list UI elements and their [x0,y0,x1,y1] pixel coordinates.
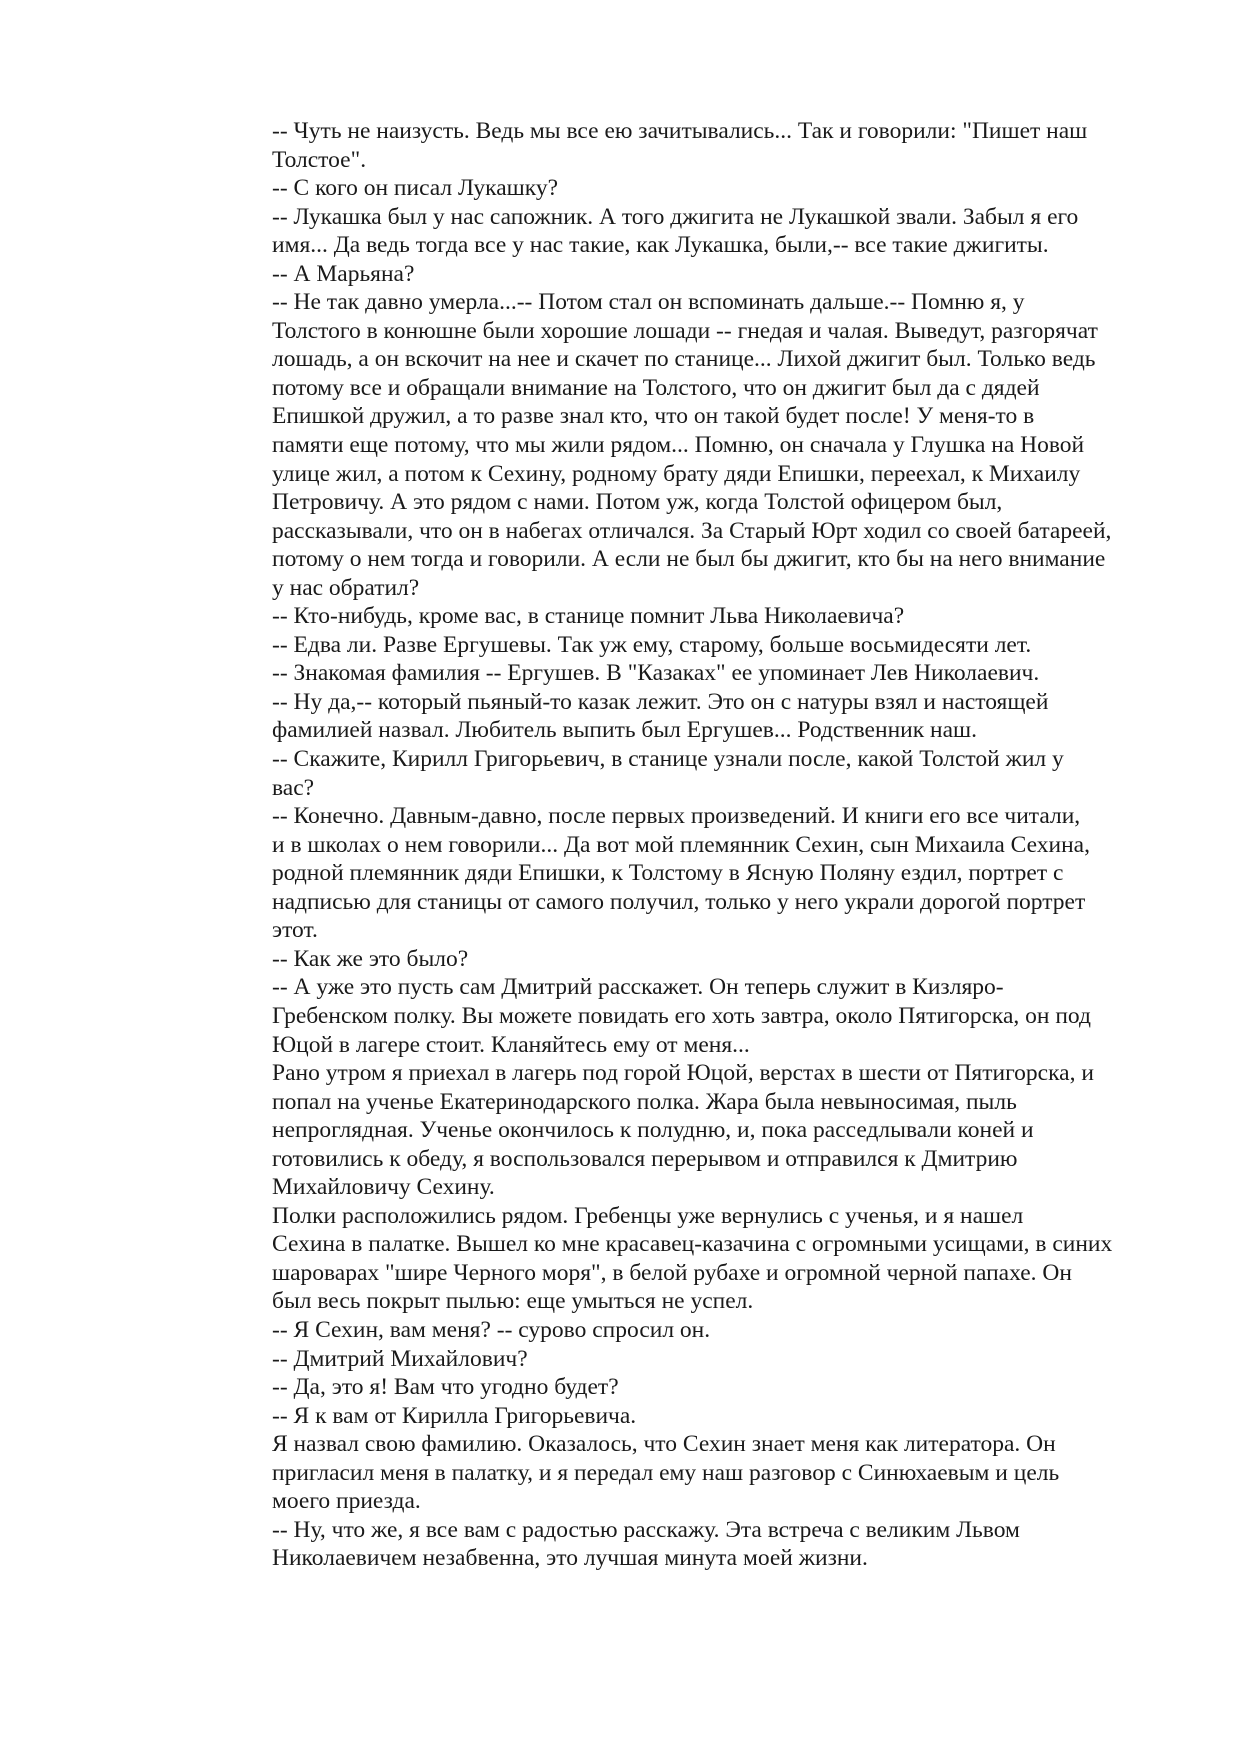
text-line: -- Кто-нибудь, кроме вас, в станице помнит Льва Николаевича? [272,603,905,630]
text-line: -- Не так давно умерла...-- Потом стал он вспоминать дальше.-- Помню я, у [272,289,1025,316]
text-line: этот. [272,917,318,944]
paragraph [254,659,1154,688]
paragraph [254,688,1154,745]
text-line: Толстого в конюшне были хорошие лошади -- гнедая и чалая. Выведут, разгорячат [272,317,1098,344]
text-line: рассказывали, что он в набегах отличался. За Старый Юрт ходил со своей батареей, [272,517,1112,544]
text-line: Епишкой дружил, а то разве знал кто, что он такой будет после! У меня-то в [272,403,1035,430]
text-line: Я назвал свою фамилию. Оказалось, что Сехин знает меня как литератора. Он [272,1431,1056,1458]
paragraph [254,602,1154,631]
text-line: моего приезда. [272,1488,421,1515]
paragraph [254,203,1154,260]
text-line: Петровичу. А это рядом с нами. Потом уж, когда Толстой офицером был, [272,489,1003,516]
paragraph [254,288,1154,602]
text-line: -- Скажите, Кирилл Григорьевич, в станице узнали после, какой Толстой жил у [272,746,1064,773]
paragraph [254,1059,1154,1202]
paragraph [254,973,1154,1059]
text-line: непроглядная. Ученье окончилось к полудню, и, пока расседлывали коней и [272,1117,1034,1144]
text-line: готовились к обеду, я воспользовался перерывом и отправился к Дмитрию [272,1145,1018,1172]
text-line: -- Как же это было? [272,945,469,972]
text-line: и в школах о нем говорили... Да вот мой племянник Сехин, сын Михаила Сехина, [272,831,1090,858]
text-line: Толстое". [272,146,367,173]
text-line: пригласил меня в палатку, и я передал ему наш разговор с Синюхаевым и цель [272,1459,1060,1486]
text-line: лошадь, а он вскочит на нее и скачет по станице... Лихой джигит был. Только ведь [272,346,1096,373]
text-line: -- С кого он писал Лукашку? [272,175,558,202]
text-line: имя... Да ведь тогда все у нас такие, как Лукашка, были,-- все такие джигиты. [272,232,1049,259]
document-page [254,117,1154,1573]
text-line: -- Я Сехин, вам меня? -- сурово спросил он. [272,1316,711,1343]
text-line: улице жил, а потом к Сехину, родному брату дяди Епишки, переехал, к Михаилу [272,460,1081,487]
text-line: -- Едва ли. Разве Ергушевы. Так уж ему, старому, больше восьмидесяти лет. [272,631,1032,658]
paragraph [254,802,1154,945]
text-line: фамилией назвал. Любитель выпить был Ергушев... Родственник наш. [272,717,977,744]
paragraph [254,117,1154,174]
text-line: Михайловичу Сехину. [272,1174,495,1201]
text-line: -- Конечно. Давным-давно, после первых произведений. И книги его все читали, [272,803,1081,830]
paragraph [254,1202,1154,1316]
text-line: -- Да, это я! Вам что угодно будет? [272,1374,619,1401]
paragraph [254,1316,1154,1345]
paragraph [254,945,1154,974]
text-line: -- А уже это пусть сам Дмитрий расскажет. Он теперь служит в Кизляро- [272,974,1004,1001]
text-line: -- Чуть не наизусть. Ведь мы все ею зачитывались... Так и говорили: "Пишет наш [272,118,1088,144]
text-line: шароварах "шире Черного моря", в белой рубахе и огромной черной папахе. Он [272,1259,1072,1286]
paragraph [254,1373,1154,1402]
text-line: был весь покрыт пылью: еще умыться не успел. [272,1288,754,1315]
text-line: Гребенском полку. Вы можете повидать его хоть завтра, около Пятигорска, он под [272,1002,1091,1029]
text-line: родной племянник дяди Епишки, к Толстому в Ясную Поляну ездил, портрет с [272,860,1064,887]
paragraph [254,1345,1154,1374]
text-line: Сехина в палатке. Вышел ко мне красавец-казачина с огромными усищами, в синих [272,1231,1113,1258]
paragraph [254,174,1154,203]
paragraph [254,1516,1154,1573]
text-line: -- Знакомая фамилия -- Ергушев. В "Казаках" ее упоминает Лев Николаевич. [272,660,1040,687]
text-line: -- Лукашка был у нас сапожник. А того джигита не Лукашкой звали. Забыл я его [272,203,1079,230]
text-line: у нас обратил? [272,574,420,601]
text-line: потому о нем тогда и говорили. А если не был бы джигит, кто бы на него внимание [272,546,1106,573]
text-line: Полки расположились рядом. Гребенцы уже вернулись с ученья, и я нашел [272,1202,1024,1229]
text-line: -- Дмитрий Михайлович? [272,1345,528,1372]
paragraph [254,631,1154,660]
paragraph [254,1430,1154,1516]
text-line: -- Ну, что же, я все вам с радостью расскажу. Эта встреча с великим Львом [272,1516,1020,1543]
paragraph [254,1402,1154,1431]
text-line: -- Я к вам от Кирилла Григорьевича. [272,1402,637,1429]
text-line: вас? [272,774,315,801]
paragraph [254,260,1154,289]
text-line: -- А Марьяна? [272,260,415,287]
text-line: Юцой в лагере стоит. Кланяйтесь ему от меня... [272,1031,750,1058]
text-line: потому все и обращали внимание на Толстого, что он джигит был да с дядей [272,374,1040,401]
text-line: памяти еще потому, что мы жили рядом... Помню, он сначала у Глушка на Новой [272,432,1085,459]
text-line: надписью для станицы от самого получил, только у него украли дорогой портрет [272,888,1086,915]
text-line: Николаевичем незабвенна, это лучшая минута моей жизни. [272,1545,868,1572]
text-line: попал на ученье Екатеринодарского полка. Жара была невыносимая, пыль [272,1088,1017,1115]
text-line: Рано утром я приехал в лагерь под горой Юцой, верстах в шести от Пятигорска, и [272,1060,1094,1087]
text-line: -- Ну да,-- который пьяный-то казак лежит. Это он с натуры взял и настоящей [272,688,1049,715]
paragraph [254,745,1154,802]
